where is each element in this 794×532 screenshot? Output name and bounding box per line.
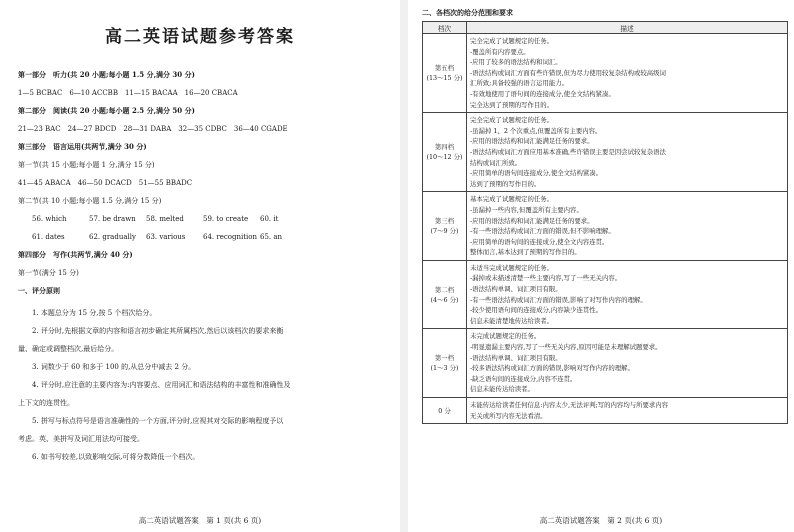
grade-level-cell [423,113,467,192]
grade-level-cell [423,398,467,424]
grade-level-cell [423,260,467,329]
header-level: 档次 [423,22,467,34]
description-line: -较多语法结构或词汇方面的错误,影响对写作内容的理解。 [470,364,634,373]
answer-word: 57. be drawn [89,215,136,223]
grade-description-cell [467,192,788,261]
description-line: 整体而言,基本达到了预期的写作目的。 [470,248,581,257]
page-footer: 高二英语试题答案 第 1 页(共 6 页) [138,516,262,525]
grade-level-label: (1～3 分) [430,364,459,373]
rule-line: 4. 评分时,应注意的主要内容为:内容要点、应用词汇和语法结构的丰富性和准确性及 [32,381,291,389]
answer-word: 61. dates [32,233,65,241]
grade-description-cell [467,34,788,113]
rule-line: 上下文的连贯性。 [18,399,74,407]
answer-line: 21—23 BAC 24—27 BDCD 28—31 DABA 32—35 CDBC 36—40 CGADE [18,125,288,133]
description-line: 未适当完成试题规定的任务。 [470,263,554,272]
grade-level-cell [423,192,467,261]
description-line: 未能传达给读者任何信息:内容太少,无法评判;写的内容均与所要求内容 [470,401,669,409]
description-line: -漏掉或未描述清楚一些主要内容,写了一些无关内容。 [470,274,622,283]
grade-level-label: (10～12 分) [426,153,463,162]
table-row [423,329,788,398]
grade-level-label: 第一档 [434,354,455,363]
fill-in-answers-row [18,212,388,226]
rule-line: 3. 词数少于 60 和多于 100 的,从总分中减去 2 分。 [32,363,196,371]
answer-word: 60. it [260,215,279,223]
header-description: 描述 [467,22,788,34]
description-line: -应用的语法结构和词汇能满足任务的要求。 [470,137,594,146]
table-row [423,34,788,113]
section-heading: 一、评分原则 [18,286,60,295]
description-line: -明显遗漏主要内容,写了一些无关内容,原因可能是未理解试题要求。 [470,343,662,352]
table-row [423,260,788,329]
description-line: 达到了预期的写作目的。 [470,179,541,188]
rule-line: 1. 本题总分为 15 分,按 5 个档次给分。 [32,309,157,317]
answer-word: 59. to create [203,215,249,223]
description-line: -应用的语法结构和词汇能满足任务的要求。 [470,216,594,225]
description-line: -应用简单的语句间连接成分,使全文结构紧凑。 [470,169,603,178]
table-row [423,398,788,424]
description-line: -应用了较多的语法结构和词汇。 [470,58,562,67]
grade-level-cell [423,34,467,113]
grade-level-label: 第二档 [434,285,455,294]
grade-level-label: (4～6 分) [430,295,459,304]
description-line: -语法结构单调、词汇项目有限。 [470,285,562,294]
rule-line: 2. 评分时,先根据文章的内容和语言初步确定其所属档次,然后以该档次的要求来衡 [32,327,284,335]
grade-level-label: 第四档 [434,143,455,152]
section-heading: 第三部分 语言运用(共两节,满分 30 分) [18,142,147,151]
grade-description-cell [467,398,788,424]
rule-line: 考虑。英、美拼写及词汇用法均可接受。 [18,435,144,443]
section-heading: 第一部分 听力(共 20 小题;每小题 1.5 分,满分 30 分) [18,70,195,79]
description-line: -语法结构或词汇方面有些许错误,但为尽力使用较复杂结构或较高级词 [470,68,666,77]
scoring-table [422,21,788,424]
grade-level-label: 第五档 [434,64,455,73]
rule-line: 量、确定或调整档次,最后给分。 [18,345,119,353]
section-title: 二、各档次的给分范围和要求 [422,9,513,17]
grade-level-label: 0 分 [438,406,451,415]
description-line: -语法结构单调、词汇项目有限。 [470,353,562,362]
answer-line: 第一节(共 15 小题;每小题 1 分,满分 15 分) [18,161,155,169]
fill-in-answers-row [18,230,388,244]
grade-level-label: 第三档 [434,217,455,226]
answer-word: 65. an [260,233,283,241]
grade-level-label: (13～15 分) [426,74,463,83]
description-line: -虽漏掉 1、2 个次重点,但覆盖所有主要内容。 [470,126,602,135]
answer-line: 41—45 ABACA 46—50 DCACD 51—55 BBADC [18,179,193,187]
answer-word: 56. which [32,215,67,223]
answer-line: 第一节(满分 15 分) [18,269,79,277]
answer-content [18,68,388,468]
description-line: 信息未能传达给读者。 [470,385,534,394]
section-heading: 第二部分 阅读(共 20 小题;每小题 2.5 分,满分 50 分) [18,106,195,115]
answer-page-2 [408,0,794,532]
description-line: -缺乏语句间的连接成分,内容不连贯。 [470,374,577,383]
description-line: 无关或所写内容无法看清。 [470,411,547,420]
section-heading: 第四部分 写作(共两节,满分 40 分) [18,250,133,259]
description-line: -有一些语法结构或词汇方面的错误,但不影响理解。 [470,227,615,236]
grade-description-cell [467,260,788,329]
grade-level-cell [423,329,467,398]
answer-word: 62. gradually [89,233,136,241]
table-header-row [423,22,788,34]
description-line: 未完成试题规定的任务。 [470,332,541,341]
description-line: -有效地使用了语句间的连接成分,使全文结构紧凑。 [470,89,615,98]
page-title: 高二英语试题参考答案 [105,27,295,47]
answer-word: 64. recognition [203,233,257,241]
description-line: 汇所致;具备较强的语言运用能力。 [470,79,569,88]
description-line: 完全完成了试题规定的任务。 [470,116,554,125]
description-line: 结构或词汇所致。 [470,158,522,167]
answer-word: 58. melted [146,215,184,223]
table-row [423,192,788,261]
description-line: 信息未能清楚地传达给读者。 [470,316,554,325]
page-gutter [400,0,408,532]
description-line: -应用简单的语句间的连接成分,使全文内容连贯。 [470,237,609,246]
description-line: -覆盖所有内容要点。 [470,47,530,56]
grade-description-cell [467,113,788,192]
answer-line: 第二节(共 10 小题;每小题 1.5 分,满分 15 分) [18,197,162,205]
description-line: 完全达到了预期的写作目的。 [470,100,554,109]
answer-line: 1—5 BCBAC 6—10 ACCBB 11—15 BACAA 16—20 CBACA [18,89,238,97]
rule-line: 6. 如书写较差,以致影响交际,可将分数降低一个档次。 [32,453,200,461]
description-line: 基本完成了试题规定的任务。 [470,195,554,204]
page-footer: 高二英语试题答案 第 2 页(共 6 页) [539,516,663,525]
description-line: -有一些语法结构或词汇方面的错误,影响了对写作内容的理解。 [470,295,647,304]
grade-description-cell [467,329,788,398]
answer-word: 63. various [146,233,186,241]
table-row [423,113,788,192]
description-line: -虽漏掉一些内容,但覆盖所有主要内容。 [470,205,583,214]
description-line: -较少使用语句间的连接成分,内容缺少连贯性。 [470,306,603,315]
description-line: 完全完成了试题规定的任务。 [470,37,554,45]
rule-line: 5. 拼写与标点符号是语言准确性的一个方面,评分时,应视其对交际的影响程度予以 [32,417,284,425]
grade-level-label: (7～9 分) [430,227,459,236]
description-line: -语法结构或词汇方面应用基本准确,些许错误主要是因尝试较复杂语法 [470,147,666,156]
